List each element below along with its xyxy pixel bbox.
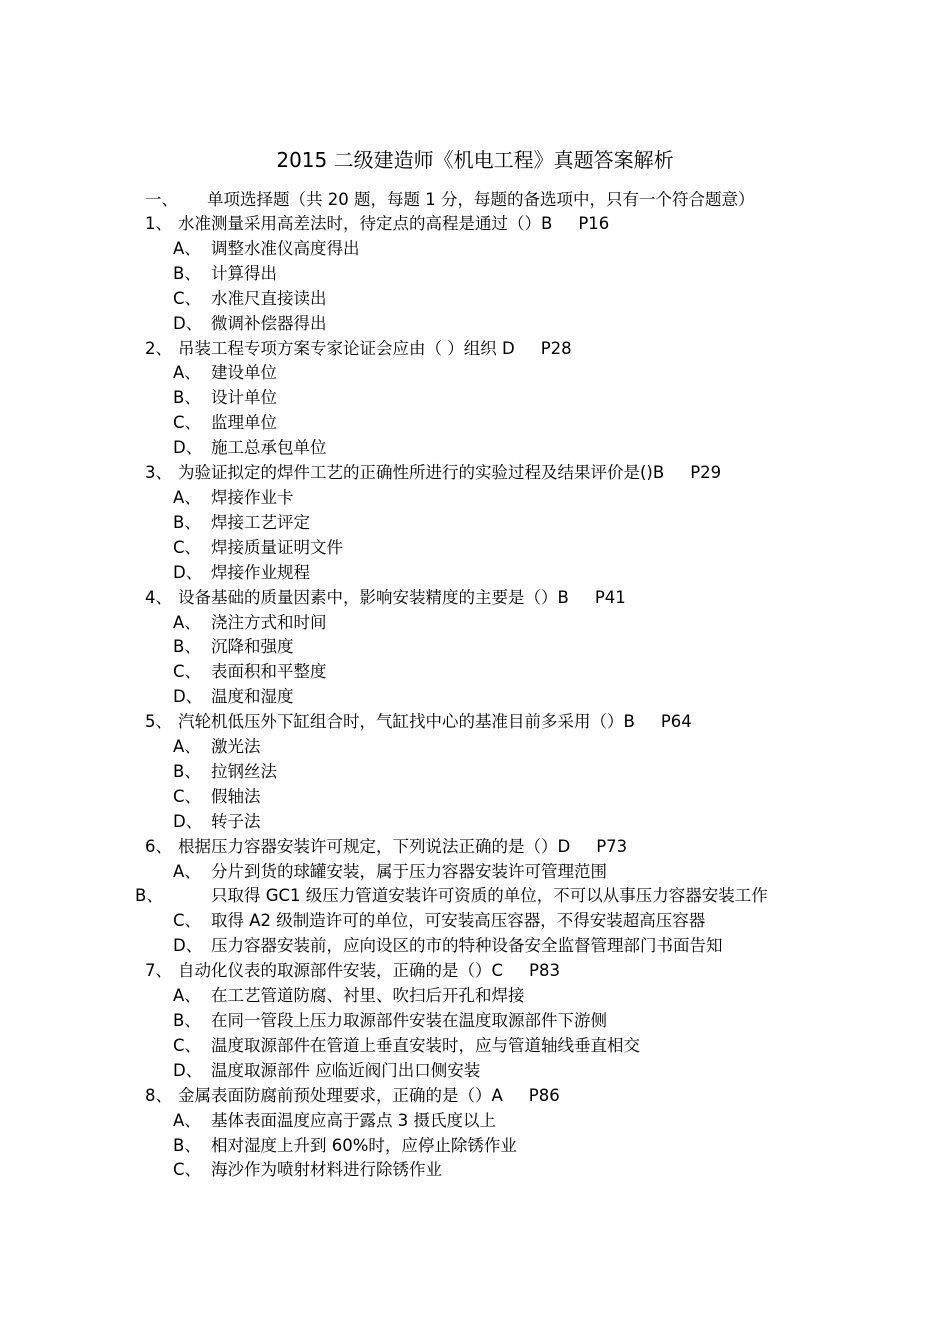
page-reference: P41 <box>594 587 626 607</box>
option-label: C、 <box>173 1035 202 1055</box>
option-label: D、 <box>173 438 203 458</box>
question-7 <box>145 959 825 984</box>
option-text: 海沙作为喷射材料进行除锈作业 <box>211 1160 442 1180</box>
option-a <box>145 611 825 636</box>
option-text: 假轴法 <box>211 786 261 806</box>
option-label: B、 <box>173 388 201 408</box>
option-b <box>145 511 825 536</box>
question-number: 4、 <box>145 587 172 607</box>
option-text: 施工总承包单位 <box>211 438 327 458</box>
option-a <box>145 735 825 760</box>
question-number: 8、 <box>145 1085 172 1105</box>
option-text: 温度和湿度 <box>211 687 294 707</box>
option-label: A、 <box>173 737 201 757</box>
option-c <box>145 536 825 561</box>
option-a <box>145 984 825 1009</box>
option-text: 调整水准仪高度得出 <box>211 238 360 258</box>
question-number: 5、 <box>145 712 172 732</box>
option-a <box>145 237 825 262</box>
option-a <box>145 486 825 511</box>
option-text: 基体表面温度应高于露点 3 摄氏度以上 <box>211 1110 496 1130</box>
option-text: 焊接质量证明文件 <box>211 537 343 557</box>
page-reference: P86 <box>528 1085 560 1105</box>
page-reference: P16 <box>578 214 610 233</box>
section-heading <box>145 187 754 212</box>
option-label: A、 <box>173 861 201 881</box>
option-text: 温度取源部件在管道上垂直安装时，应与管道轴线垂直相交 <box>211 1035 640 1055</box>
option-d <box>145 934 825 959</box>
option-text: 焊接作业卡 <box>211 487 294 507</box>
option-d <box>145 312 825 337</box>
question-text: 自动化仪表的取源部件安装，正确的是（）C <box>178 961 504 981</box>
document-title: 2015 二级建造师《机电工程》真题答案解析 <box>276 148 674 172</box>
section-text: 单项选择题（共 20 题，每题 1 分，每题的备选项中，只有一个符合题意） <box>207 190 755 209</box>
option-label: A、 <box>173 487 201 507</box>
question-number: 2、 <box>145 338 172 358</box>
option-b <box>145 262 825 287</box>
option-text: 焊接工艺评定 <box>211 512 310 532</box>
option-label: C、 <box>173 537 202 557</box>
option-d <box>145 561 825 586</box>
option-label: B、 <box>173 512 201 532</box>
option-text: 取得 A2 级制造许可的单位，可安装高压容器，不得安装超高压容器 <box>211 911 706 931</box>
option-text: 监理单位 <box>211 413 277 433</box>
question-8 <box>145 1084 825 1109</box>
question-text: 设备基础的质量因素中，影响安装精度的主要是（）B <box>178 587 569 607</box>
page-reference: P64 <box>660 712 692 732</box>
option-label: D、 <box>173 562 203 582</box>
page-reference: P28 <box>540 338 572 358</box>
option-a <box>145 361 825 386</box>
option-label: D、 <box>173 687 203 707</box>
option-label: B、 <box>173 761 201 781</box>
option-text: 压力容器安装前，应向设区的市的特种设备安全监督管理部门书面告知 <box>211 936 723 956</box>
option-label: A、 <box>173 238 201 258</box>
question-text: 根据压力容器安装许可规定，下列说法正确的是（）D <box>178 836 571 856</box>
option-label: C、 <box>173 288 202 308</box>
page-reference: P83 <box>529 961 560 981</box>
question-number: 6、 <box>145 836 172 856</box>
option-text: 在工艺管道防腐、衬里、吹扫后开孔和焊接 <box>211 986 525 1006</box>
option-text: 温度取源部件 应临近阀门出口侧安装 <box>211 1060 481 1080</box>
option-label: B、 <box>173 263 201 283</box>
section-number: 一、 <box>145 190 178 209</box>
option-c <box>145 909 825 934</box>
option-b <box>145 1009 825 1034</box>
page-reference: P73 <box>596 836 628 856</box>
option-label: B、 <box>173 1011 201 1030</box>
option-label: C、 <box>173 786 202 806</box>
option-b <box>145 760 825 785</box>
option-b <box>145 1134 825 1159</box>
option-d <box>145 685 825 710</box>
question-number: 1、 <box>145 214 172 233</box>
question-list <box>135 212 825 1183</box>
option-a <box>145 860 825 885</box>
option-c <box>145 1158 825 1183</box>
option-text: 表面积和平整度 <box>211 662 327 682</box>
option-text: 焊接作业规程 <box>211 562 310 582</box>
option-text: 相对湿度上升到 60%时，应停止除锈作业 <box>211 1135 517 1155</box>
option-label: A、 <box>173 986 201 1006</box>
question-4 <box>145 586 825 611</box>
option-d <box>145 436 825 461</box>
page-reference: P29 <box>690 463 722 483</box>
option-text: 计算得出 <box>211 263 277 283</box>
option-text: 微调补偿器得出 <box>211 313 327 333</box>
question-text: 汽轮机低压外下缸组合时，气缸找中心的基准目前多采用（）B <box>178 712 635 732</box>
option-c <box>145 660 825 685</box>
option-label: A、 <box>173 1110 201 1130</box>
question-1 <box>145 212 825 237</box>
option-a <box>145 1109 825 1134</box>
option-label: C、 <box>173 911 202 931</box>
option-c <box>145 287 825 312</box>
option-text: 浇注方式和时间 <box>211 612 327 632</box>
option-label: D、 <box>173 313 203 333</box>
question-text: 水准测量采用高差法时，待定点的高程是通过（）B <box>178 214 553 233</box>
question-text: 为验证拟定的焊件工艺的正确性所进行的实验过程及结果评价是()B <box>178 463 665 483</box>
option-b <box>145 635 825 660</box>
option-text: 设计单位 <box>211 388 277 408</box>
option-label: C、 <box>173 413 202 433</box>
option-label: D、 <box>173 1060 203 1080</box>
question-2 <box>145 337 825 362</box>
option-text: 在同一管段上压力取源部件安装在温度取源部件下游侧 <box>211 1011 607 1030</box>
option-d <box>145 1059 825 1084</box>
option-text: 拉钢丝法 <box>211 761 277 781</box>
option-text: 只取得 GC1 级压力管道安装许可资质的单位，不可以从事压力容器安装工作 <box>211 886 768 906</box>
question-number: 3、 <box>145 463 172 483</box>
option-text: 建设单位 <box>211 363 277 383</box>
option-label: D、 <box>173 936 203 956</box>
option-c <box>145 411 825 436</box>
option-b <box>145 386 825 411</box>
option-text: 激光法 <box>211 737 261 757</box>
option-label: D、 <box>173 811 203 831</box>
option-text: 转子法 <box>211 811 261 831</box>
option-c <box>145 1034 825 1059</box>
option-c <box>145 785 825 810</box>
option-label: A、 <box>173 363 201 383</box>
question-3 <box>145 461 825 486</box>
option-label: A、 <box>173 612 201 632</box>
option-label: B、 <box>173 637 201 657</box>
option-text: 沉降和强度 <box>211 637 294 657</box>
option-b <box>135 884 831 909</box>
option-d <box>145 810 825 835</box>
question-6 <box>145 835 825 860</box>
question-number: 7、 <box>145 961 172 981</box>
option-label: B、 <box>173 1135 201 1155</box>
option-label: C、 <box>173 1160 202 1180</box>
option-text: 分片到货的球罐安装，属于压力容器安装许可管理范围 <box>211 861 607 881</box>
option-label: B、 <box>135 886 163 906</box>
option-label: C、 <box>173 662 202 682</box>
question-text: 吊装工程专项方案专家论证会应由（ ）组织 D <box>178 338 515 358</box>
option-text: 水准尺直接读出 <box>211 288 327 308</box>
question-text: 金属表面防腐前预处理要求，正确的是（）A <box>178 1085 503 1105</box>
question-5 <box>145 710 825 735</box>
